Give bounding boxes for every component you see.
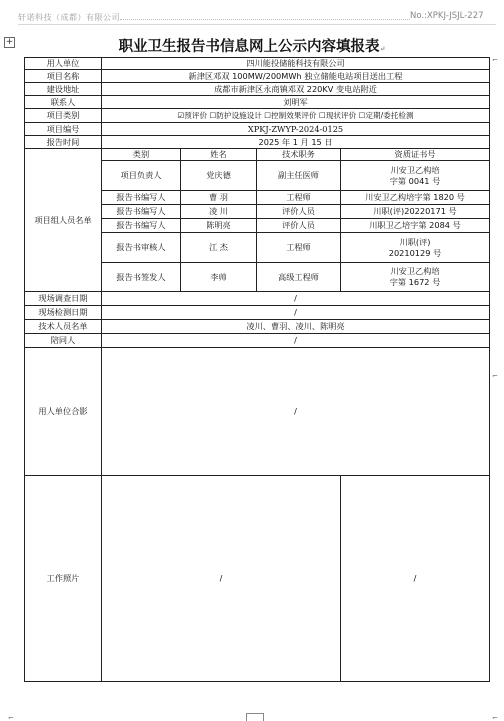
- member-cert[interactable]: 川安卫乙构培 字第 0041 号: [341, 161, 490, 191]
- row-tech-staff: [25, 320, 490, 334]
- member-name[interactable]: 陈明亮: [181, 219, 257, 233]
- test-date-value[interactable]: /: [102, 306, 490, 320]
- member-role: 报告书审核人: [102, 233, 181, 263]
- member-cert[interactable]: 川安卫乙构培字第 1820 号: [341, 191, 490, 205]
- employer-photo-label: 用人单位合影: [25, 348, 102, 476]
- row-work-photo: [25, 476, 490, 682]
- contact-value[interactable]: 刘明军: [102, 96, 490, 109]
- form-table: [24, 57, 490, 682]
- table-resize-handle[interactable]: [246, 713, 264, 721]
- row-project-name: [25, 70, 490, 83]
- member-name[interactable]: 江 杰: [181, 233, 257, 263]
- team-label: 项目组人员名单: [25, 149, 102, 292]
- member-cert[interactable]: 川安卫乙构培 字第 1672 号: [341, 263, 490, 292]
- member-title[interactable]: 高级工程师: [257, 263, 341, 292]
- category-value[interactable]: ☑预评价 ☐防护设施设计 ☐控制效果评价 ☐现状评价 ☐定期/委托检测: [102, 109, 490, 123]
- category-label: 项目类别: [25, 109, 102, 123]
- member-title[interactable]: 副主任医师: [257, 161, 341, 191]
- companion-value[interactable]: /: [102, 334, 490, 348]
- row-address: [25, 83, 490, 96]
- member-role: 报告书编写人: [102, 191, 181, 205]
- address-label: 建设地址: [25, 83, 102, 96]
- tech-staff-value[interactable]: 凌川、曹羽、凌川、陈明亮: [102, 320, 490, 334]
- row-employer: [25, 58, 490, 70]
- row-companion: [25, 334, 490, 348]
- survey-date-value[interactable]: /: [102, 292, 490, 306]
- row-contact: [25, 96, 490, 109]
- row-survey-date: [25, 292, 490, 306]
- project-name-label: 项目名称: [25, 70, 102, 83]
- member-role: 项目负责人: [102, 161, 181, 191]
- header-dotted-line: [120, 12, 410, 20]
- address-value[interactable]: 成都市新津区永商镇邓双 220KV 变电站附近: [102, 83, 490, 96]
- employer-photo-cell[interactable]: /: [102, 348, 490, 476]
- member-title[interactable]: 评价人员: [257, 205, 341, 219]
- survey-date-label: 现场调查日期: [25, 292, 102, 306]
- report-time-value[interactable]: 2025 年 1 月 15 日: [102, 136, 490, 149]
- companion-label: 陪同人: [25, 334, 102, 348]
- tech-staff-label: 技术人员名单: [25, 320, 102, 334]
- member-title[interactable]: 工程师: [257, 233, 341, 263]
- member-role: 报告书编写人: [102, 205, 181, 219]
- member-name[interactable]: 党庆德: [181, 161, 257, 191]
- page-title: [0, 35, 504, 56]
- project-no-label: 项目编号: [25, 123, 102, 136]
- row-category: [25, 109, 490, 123]
- member-role: 报告书编写人: [102, 219, 181, 233]
- employer-label: 用人单位: [25, 58, 102, 70]
- work-photo-label: 工作照片: [25, 476, 102, 682]
- corner-mark-icon: ⌐: [492, 56, 498, 64]
- team-header-name: 姓名: [181, 149, 257, 161]
- member-cert[interactable]: 川职(评)20220171 号: [341, 205, 490, 219]
- header-doc-number: No.:XPKJ-JSJL-227: [410, 11, 484, 21]
- work-photo-right-cell[interactable]: /: [341, 476, 490, 682]
- team-header-cert: 资质证书号: [341, 149, 490, 161]
- header-company: 轩诺科技（成都）有限公司: [18, 13, 120, 22]
- row-employer-photo: [25, 348, 490, 476]
- row-report-time: [25, 136, 490, 149]
- member-title[interactable]: 工程师: [257, 191, 341, 205]
- team-header-title: 技术职务: [257, 149, 341, 161]
- report-time-label: 报告时间: [25, 136, 102, 149]
- test-date-label: 现场检测日期: [25, 306, 102, 320]
- team-header-row: [25, 149, 490, 161]
- team-header-role: 类别: [102, 149, 181, 161]
- contact-label: 联系人: [25, 96, 102, 109]
- member-cert[interactable]: 川职(评) 20210129 号: [341, 233, 490, 263]
- table-move-handle-icon[interactable]: +: [5, 37, 14, 47]
- member-cert[interactable]: 川职卫乙培字第 2084 号: [341, 219, 490, 233]
- header-rule: [18, 24, 496, 25]
- member-name[interactable]: 李帅: [181, 263, 257, 292]
- page-title-text: 职业卫生报告书信息网上公示内容填报表: [118, 38, 380, 55]
- paragraph-mark-icon: ↵: [379, 44, 386, 53]
- row-project-no: [25, 123, 490, 136]
- corner-mark-icon: ⌐: [492, 714, 498, 721]
- employer-value[interactable]: 四川能投储能科技有限公司: [102, 58, 490, 70]
- corner-mark-icon: ⌐: [492, 372, 498, 380]
- member-name[interactable]: 曹 羽: [181, 191, 257, 205]
- member-title[interactable]: 评价人员: [257, 219, 341, 233]
- row-test-date: [25, 306, 490, 320]
- member-role: 报告书签发人: [102, 263, 181, 292]
- corner-mark-icon: ⌐: [8, 714, 14, 721]
- project-no-value[interactable]: XPKJ-ZWYP-2024-0125: [102, 123, 490, 136]
- work-photo-left-cell[interactable]: /: [102, 476, 341, 682]
- member-name[interactable]: 凌 川: [181, 205, 257, 219]
- project-name-value[interactable]: 新津区邓双 100MW/200MWh 独立储能电站项目送出工程: [102, 70, 490, 83]
